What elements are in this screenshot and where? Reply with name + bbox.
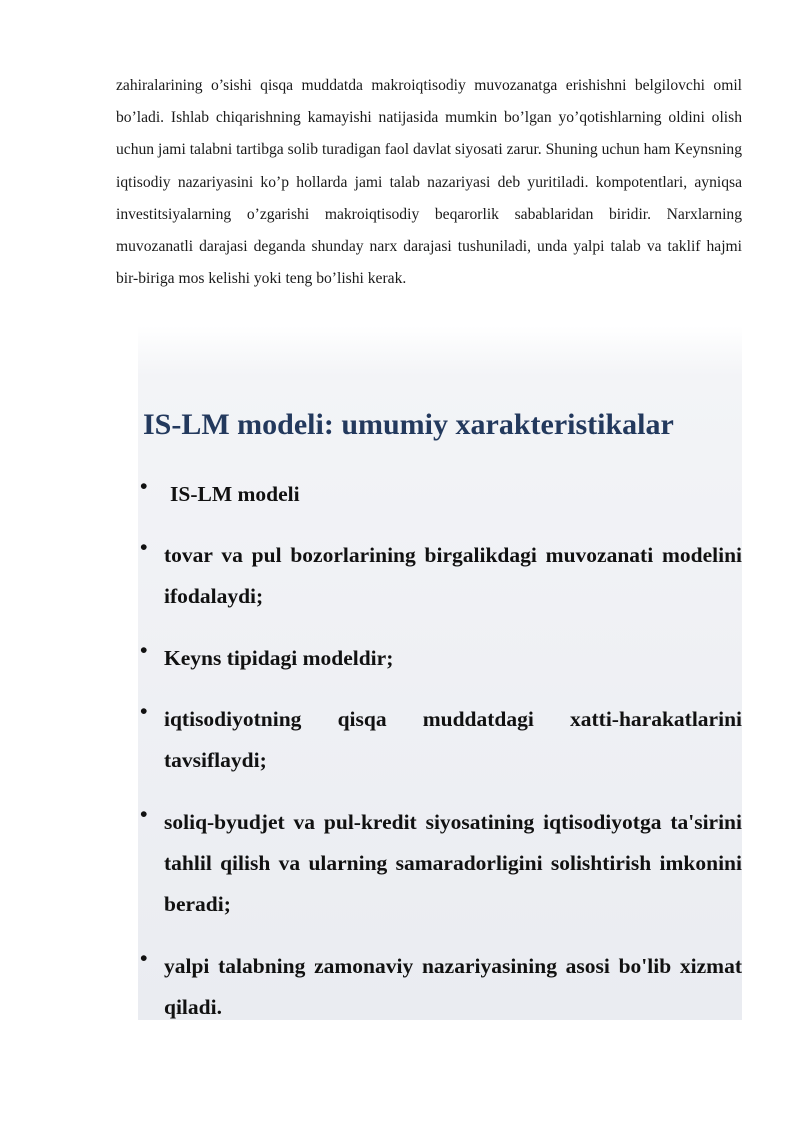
bullet-icon: • xyxy=(140,802,148,826)
bullet-icon: • xyxy=(140,946,148,970)
bullet-item xyxy=(140,474,742,515)
bullet-icon: • xyxy=(140,699,148,723)
bullet-icon: • xyxy=(140,638,148,662)
bullet-item xyxy=(140,638,742,679)
bullet-text: tovar va pul bozorlarining birgalikdagi muvozanati modelini ifodalaydi; xyxy=(164,543,742,608)
slide-title: IS-LM modeli: umumiy xarakteristikalar xyxy=(143,408,674,441)
bullet-text: yalpi talabning zamonaviy nazariyasining asosi bo'lib xizmat qiladi. xyxy=(164,954,742,1019)
body-paragraph: zahiralarining o’sishi qisqa muddatda makroiqtisodiy muvozanatga erishishni belgilovchi omil bo’ladi. Ishlab chiqarishning kamayishi natijasida mumkin bo’lgan yo’qotishlarning oldini olish uchun jami talabni tartibga solib turadigan faol davlat siyosati zarur. Shuning uchun ham Keynsning iqtisodiy nazariyasini ko’p hollarda jami talab nazariyasi deb yuritiladi. kompotentlari, ayniqsa investitsiyalarning o’zgarishi makroiqtisodiy beqarorlik sabablaridan biridir. Narxlarning muvozanatli darajasi deganda shunday narx darajasi tushuniladi, unda yalpi talab va taklif hajmi bir-biriga mos kelishi yoki teng bo’lishi kerak. xyxy=(116,77,742,288)
bullet-text: Keyns tipidagi modeldir; xyxy=(164,646,394,670)
bullet-item xyxy=(140,699,742,781)
bullet-text: soliq-byudjet va pul-kredit siyosatining iqtisodiyotga ta'sirini tahlil qilish va ularning samaradorligini solishtirish imkonini beradi; xyxy=(164,810,742,916)
bullet-item xyxy=(140,802,742,925)
bullet-icon: • xyxy=(140,535,148,559)
bullet-item xyxy=(140,535,742,617)
bullet-text: iqtisodiyotning qisqa muddatdagi xatti-harakatlarini tavsiflaydi; xyxy=(164,707,742,772)
bullet-text: IS-LM modeli xyxy=(170,482,300,506)
bullet-icon: • xyxy=(140,474,148,498)
bullet-item xyxy=(140,946,742,1028)
